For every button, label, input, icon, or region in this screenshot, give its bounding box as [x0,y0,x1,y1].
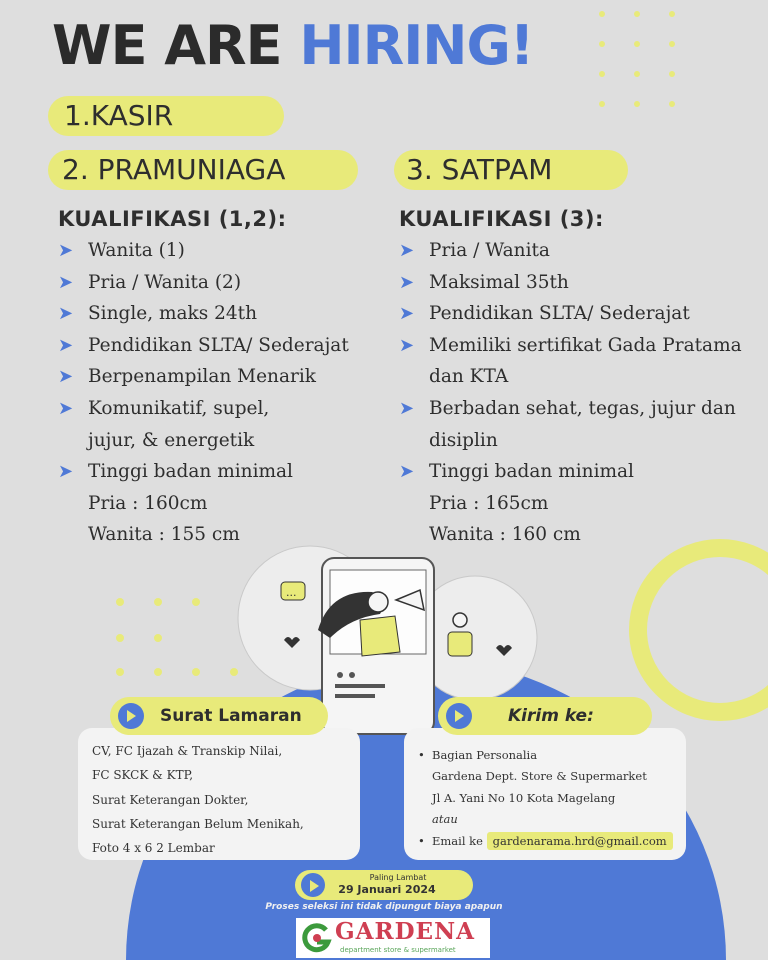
surat-item: FC SKCK & KTP, [92,768,194,782]
svg-text:...: ... [286,586,297,599]
position-label-pramuniaga: 2. PRAMUNIAGA [62,153,286,186]
free-process-note: Proses seleksi ini tidak dipungut biaya apapun [265,902,503,912]
yellow-dots [116,598,238,676]
arrow-icon: ➤ [58,461,74,483]
surat-item: Surat Keterangan Dokter, [92,793,249,807]
play-arrow-icon [301,873,325,897]
arrow-icon: ➤ [399,303,415,325]
kirim-line1: Bagian Personalia [432,748,538,762]
page-title [52,14,533,78]
surat-item: Foto 4 x 6 2 Lembar [92,841,215,855]
arrow-icon: ➤ [58,240,74,261]
list-item: ➤ Pendidikan SLTA/ Sederajat [54,330,384,362]
list-item-continuation: jujur, & energetik [88,429,255,451]
logo-tagline: department store & supermarket [340,946,456,954]
surat-item: Surat Keterangan Belum Menikah, [92,817,304,831]
gardena-logo-icon [302,922,332,954]
ring-decoration [638,548,768,712]
headline-part1: WE ARE [52,14,282,77]
list-item: ➤ Wanita (1) [54,235,384,267]
list-item: ➤ Berpenampilan Menarik [54,361,384,393]
arrow-icon: ➤ [399,461,415,483]
surat-item: CV, FC Ijazah & Transkip Nilai, [92,744,283,758]
arrow-icon: ➤ [58,397,74,419]
arrow-icon: ➤ [58,271,74,293]
kirim-email-row [432,834,673,848]
position-label-satpam: 3. SATPAM [406,153,553,186]
arrow-icon: ➤ [399,334,415,356]
list-item: ➤ Komunikatif, supel, [54,393,384,425]
email-address[interactable]: gardenarama.hrd@gmail.com [487,832,673,850]
list-item: ➤ Maksimal 35th [395,267,765,299]
qualifications-right-title: KUALIFIKASI (3): [399,207,604,231]
list-item: ➤ Pria / Wanita (2) [54,267,384,299]
list-item-continuation: Pria : 160cm [88,492,208,514]
list-item: ➤ Berbadan sehat, tegas, jujur dan [395,393,765,425]
arrow-icon: ➤ [399,240,415,261]
list-item-continuation: Wanita : 155 cm [88,524,240,546]
list-item: ➤ Memiliki sertifikat Gada Pratama [395,330,765,362]
list-item: ➤ Pendidikan SLTA/ Sederajat [395,298,765,330]
arrow-icon: ➤ [58,303,74,325]
list-item-continuation: dan KTA [429,366,509,388]
arrow-icon: ➤ [58,334,74,356]
arrow-icon: ➤ [58,366,74,388]
kirim-line2: Gardena Dept. Store & Supermarket [432,769,647,783]
position-label-kasir: 1.KASIR [64,99,174,132]
logo-name: GARDENA [335,918,475,945]
kirim-ke-title: Kirim ke: [508,706,594,726]
list-item: ➤ Tinggi badan minimal [54,456,384,488]
deadline-date: 29 Januari 2024 [338,883,436,896]
dot-grid-decoration [590,4,700,112]
surat-lamaran-title: Surat Lamaran [160,706,302,726]
email-label: Email ke [432,834,483,848]
list-item: ➤ Pria / Wanita [395,235,765,267]
kirim-bullet: • [418,748,425,762]
list-item-continuation: Wanita : 160 cm [429,524,581,546]
arrow-icon: ➤ [399,397,415,419]
arrow-icon: ➤ [399,271,415,293]
list-item-continuation: Pria : 165cm [429,492,549,514]
play-arrow-icon [118,703,144,729]
list-item: ➤ Tinggi badan minimal [395,456,765,488]
kirim-or: atau [432,812,458,826]
list-item: ➤ Single, maks 24th [54,298,384,330]
deadline-label: Paling Lambat [369,873,427,882]
play-arrow-icon [446,703,472,729]
qualifications-left-title: KUALIFIKASI (1,2): [58,207,287,231]
kirim-line3: Jl A. Yani No 10 Kota Magelang [432,791,616,805]
kirim-bullet: • [418,834,425,848]
list-item-continuation: disiplin [429,429,498,451]
headline-part2: HIRING! [299,14,534,77]
